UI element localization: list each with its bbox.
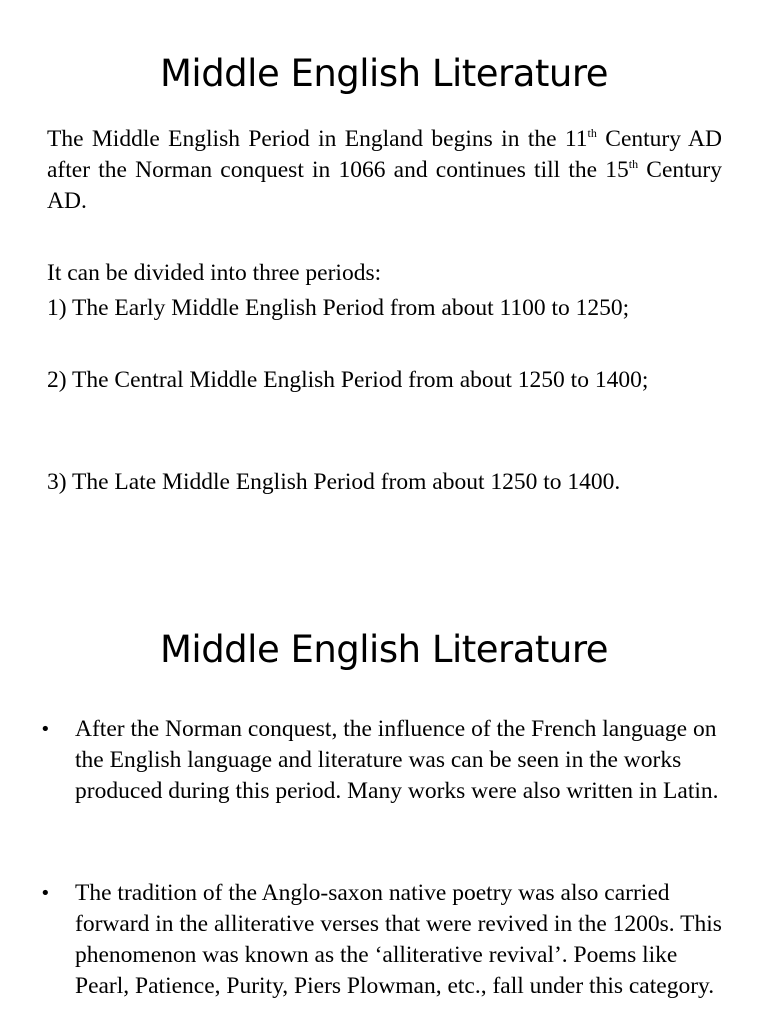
ordinal-suffix: th [587, 126, 597, 140]
slide-title: Middle English Literature [159, 628, 608, 671]
ordinal-suffix: th [628, 157, 639, 171]
bullet-icon: • [40, 719, 51, 740]
period-item-early: 1) The Early Middle English Period from about 1100 to 1250; [47, 295, 630, 321]
intro-text-b: Century AD after the Norman conquest in 1066 and continues till the 15 [47, 126, 722, 183]
bullet-text: After the Norman conquest, the influence of the French language on the English language and literature was can be seen in the works produced during this period. Many works were also written in Latin. [75, 716, 719, 804]
intro-text-a: The Middle English Period in England begins in the 11 [47, 126, 588, 152]
slide-2 [0, 576, 768, 1024]
intro-paragraph [47, 124, 722, 217]
bullet-text: The tradition of the Anglo-saxon native poetry was also carried forward in the alliterative verses that were revived in the 1200s. This phenomenon was known as the ‘alliterative revival’. Poems like Pearl, Patience, Purity, Piers Plowman, etc., fall under this category. [75, 880, 722, 999]
divided-into-periods-text: It can be divided into three periods: [47, 260, 382, 286]
slide-title: Middle English Literature [159, 52, 608, 95]
period-item-central: 2) The Central Middle English Period from about 1250 to 1400; [47, 367, 649, 393]
period-item-late: 3) The Late Middle English Period from about 1250 to 1400. [47, 469, 621, 495]
intro-text-c: Century AD. [47, 157, 722, 214]
bullet-icon: • [40, 883, 51, 904]
